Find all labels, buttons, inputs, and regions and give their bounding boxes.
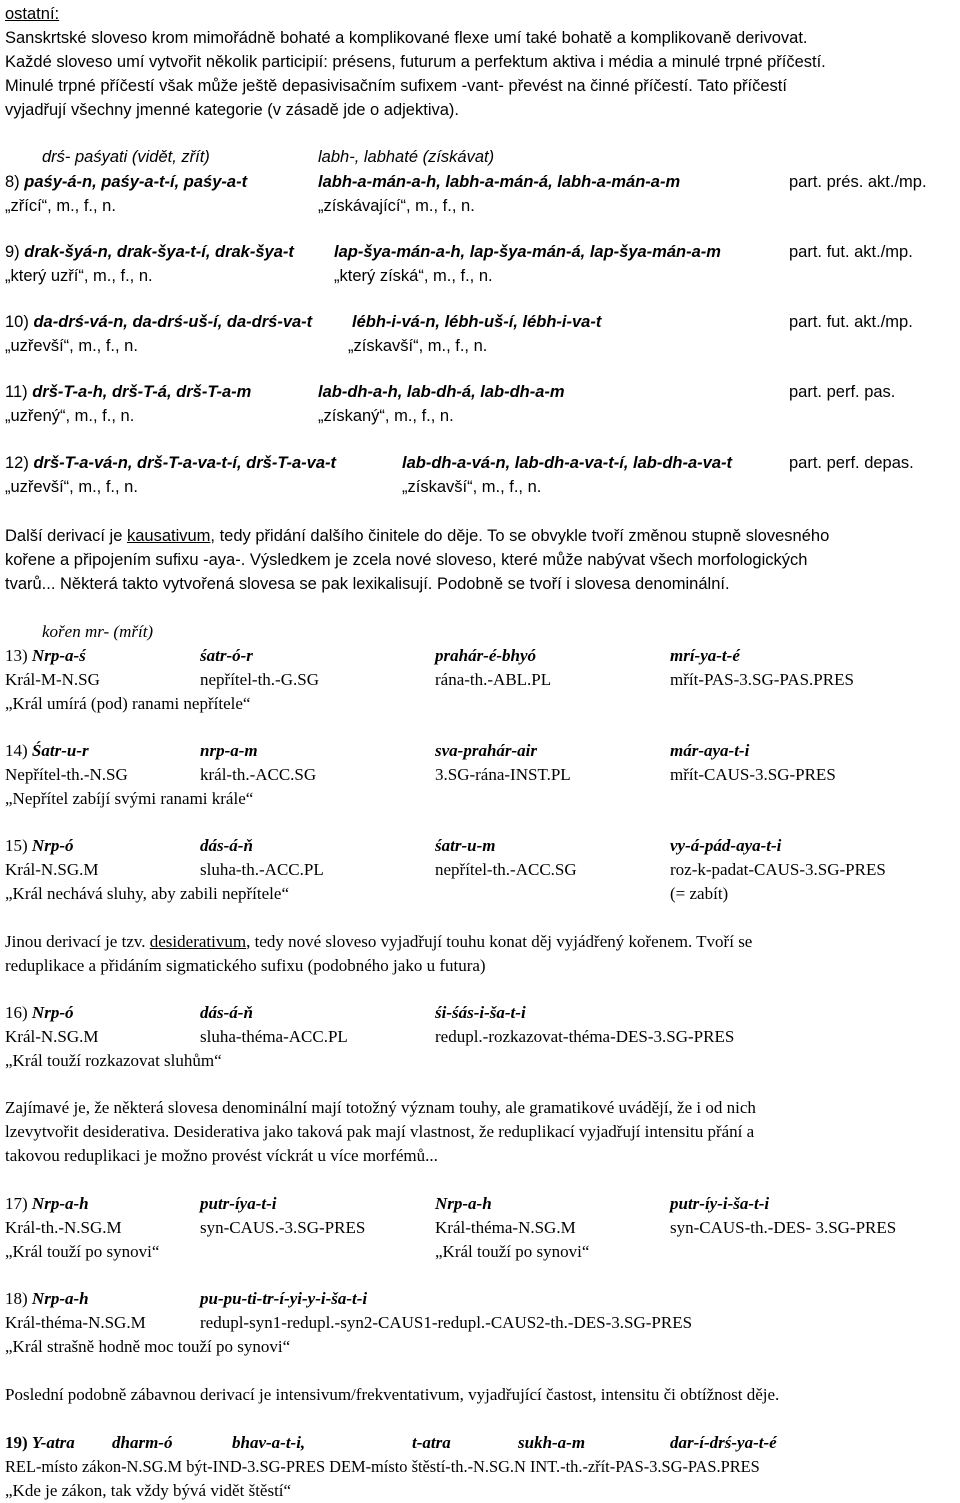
example-17-translation-1: „Král touží po synovi“ (5, 1242, 160, 1261)
term-kausativum: kausativum (126, 527, 211, 545)
example-13-gloss-1: Král-M-N.SG (5, 670, 100, 689)
example-17-word-2: putr-íya-t-i (200, 1194, 277, 1213)
example-13-gloss-3: rána-th.-ABL.PL (435, 670, 552, 689)
example-17-gloss-4: syn-CAUS-th.-DES- 3.SG-PRES (670, 1218, 897, 1237)
root-label-labh: labh-, labhaté (získávat) (318, 148, 495, 166)
participle-number: 10) da-drś-vá-n, da-drś-uš-í, da-drś-va-t (5, 313, 313, 331)
example-13-word-2: śatr-ó-r (200, 646, 253, 665)
example-15-note: (= zabít) (670, 884, 729, 903)
participle-form-2: lébh-i-vá-n, lébh-uš-í, lébh-i-va-t (352, 313, 602, 331)
participle-form-1: drš-T-a-vá-n, drš-T-a-va-t-í, drš-T-a-va-t (33, 454, 336, 472)
example-14-translation: „Nepřítel zabíjí svými ranami krále“ (5, 789, 254, 808)
example-18-gloss-2: redupl-syn1-redupl.-syn2-CAUS1-redupl.-CAUS2-th.-DES-3.SG-PRES (200, 1313, 693, 1332)
participle-gloss-2: „získaný“, m., f., n. (318, 407, 454, 425)
intro-line-2: Každé sloveso umí vytvořit několik participií: présens, futurum a perfektum aktiva i média a minulé trpné příčestí. (5, 53, 826, 71)
root-label-mr: kořen mr- (mřít) (42, 622, 154, 641)
example-15-gloss-3: nepřítel-th.-ACC.SG (435, 860, 577, 879)
desiderativum-line-2: reduplikace a přidáním sigmatického sufixu (podobného jako u futura) (5, 956, 486, 975)
kausativum-line-2: kořene a připojením sufixu -aya-. Výsledkem je zcela nové sloveso, které může nabývat všech morfologických (5, 551, 808, 569)
participle-form-2: lap-šya-mán-a-h, lap-šya-mán-á, lap-šya-mán-a-m (334, 243, 721, 261)
participle-form-2: labh-a-mán-a-h, labh-a-mán-á, labh-a-mán-a-m (318, 173, 681, 191)
root-label-drs: drś- paśyati (vidět, zřít) (42, 148, 210, 166)
participle-form-1: paśy-á-n, paśy-a-t-í, paśy-a-t (24, 173, 248, 191)
example-15-word-3: śatr-u-m (435, 836, 496, 855)
participle-gloss-2: „získavší“, m., f., n. (348, 337, 488, 355)
example-18-word-1: 18) Nrp-a-h (5, 1289, 89, 1308)
participle-form-2: lab-dh-a-vá-n, lab-dh-a-va-t-í, lab-dh-a-va-t (402, 454, 732, 472)
example-13-word-4: mrí-ya-t-é (670, 646, 740, 665)
participle-number: 8) paśy-á-n, paśy-a-t-í, paśy-a-t (5, 173, 248, 191)
participle-tag: part. perf. depas. (789, 454, 914, 472)
participle-tag: part. prés. akt./mp. (789, 173, 927, 191)
example-18-gloss-1: Král-théma-N.SG.M (5, 1313, 146, 1332)
participle-gloss-1: „uzřevší“, m., f., n. (5, 337, 138, 355)
example-15-gloss-2: sluha-th.-ACC.PL (200, 860, 324, 879)
example-14-word-1: 14) Śatr-u-r (5, 741, 89, 760)
example-19-word-5: sukh-a-m (518, 1433, 586, 1452)
example-18-translation: „Král strašně hodně moc touží po synovi“ (5, 1337, 291, 1356)
example-15-word-2: dás-á-ň (200, 836, 253, 855)
intensivum-paragraph: Poslední podobně zábavnou derivací je intensivum/frekventativum, vyjadřující častost, intensitu či obtížnost děje. (5, 1385, 780, 1404)
example-19-word-1: 19) Y-atra (5, 1433, 75, 1452)
example-17-gloss-3: Král-théma-N.SG.M (435, 1218, 576, 1237)
example-16-gloss-1: Král-N.SG.M (5, 1027, 99, 1046)
participle-tag: part. fut. akt./mp. (789, 243, 913, 261)
example-17-word-4: putr-íy-i-ša-t-i (670, 1194, 770, 1213)
participle-gloss-1: „uzřený“, m., f., n. (5, 407, 135, 425)
example-13-translation: „Král umírá (pod) ranami nepřítele“ (5, 694, 251, 713)
example-16-translation: „Král touží rozkazovat sluhům“ (5, 1051, 222, 1070)
example-15-word-1: 15) Nrp-ó (5, 836, 74, 855)
participle-form-1: drak-šyá-n, drak-šya-t-í, drak-šya-t (24, 243, 294, 261)
example-16-gloss-2: sluha-théma-ACC.PL (200, 1027, 348, 1046)
example-14-gloss-4: mřít-CAUS-3.SG-PRES (670, 765, 836, 784)
example-14-word-2: nrp-a-m (200, 741, 258, 760)
example-15-gloss-1: Král-N.SG.M (5, 860, 99, 879)
example-17-word-1: 17) Nrp-a-h (5, 1194, 89, 1213)
example-19-translation: „Kde je zákon, tak vždy bývá vidět štěstí“ (5, 1481, 292, 1500)
example-16-word-1: 16) Nrp-ó (5, 1003, 74, 1022)
example-17-translation-2: „Král touží po synovi“ (435, 1242, 590, 1261)
example-17-gloss-1: Král-th.-N.SG.M (5, 1218, 122, 1237)
example-15-gloss-4: roz-k-padat-CAUS-3.SG-PRES (670, 860, 886, 879)
example-19-word-3: bhav-a-t-i, (232, 1433, 306, 1452)
participle-tag: part. perf. pas. (789, 383, 896, 401)
participle-gloss-1: „který uzří“, m., f., n. (5, 267, 153, 285)
example-19-glosses: REL-místo zákon-N.SG.M být-IND-3.SG-PRES DEM-místo štěstí-th.-N.SG.N INT.-th.-zřít-PAS-3.SG-PAS.PRES (5, 1457, 760, 1476)
participle-number: 12) drš-T-a-vá-n, drš-T-a-va-t-í, drš-T-a-va-t (5, 454, 336, 472)
example-13-word-3: prahár-é-bhyó (435, 646, 537, 665)
example-14-word-4: már-aya-t-i (670, 741, 750, 760)
example-14-gloss-3: 3.SG-rána-INST.PL (435, 765, 571, 784)
intro-line-1: Sanskrtské sloveso krom mimořádně bohaté a komplikované flexe umí také bohatě a komplikovaně derivovat. (5, 29, 808, 47)
example-13-word-1: 13) Nrp-a-ś (5, 646, 86, 665)
example-16-word-3: śi-śás-i-ša-t-i (435, 1003, 526, 1022)
term-desiderativum: desiderativum (149, 932, 247, 951)
participle-tag: part. fut. akt./mp. (789, 313, 913, 331)
example-19-word-4: t-atra (412, 1433, 451, 1452)
participle-gloss-2: „který získá“, m., f., n. (334, 267, 493, 285)
denominal-line-3: takovou reduplikaci je možno provést víckrát u více morfémů... (5, 1146, 438, 1165)
participle-form-1: drš-T-a-h, drš-T-á, drš-T-a-m (32, 383, 252, 401)
participle-number: 11) drš-T-a-h, drš-T-á, drš-T-a-m (5, 383, 252, 401)
example-14-word-3: sva-prahár-air (435, 741, 538, 760)
example-14-gloss-1: Nepřítel-th.-N.SG (5, 765, 128, 784)
example-14-gloss-2: král-th.-ACC.SG (200, 765, 317, 784)
example-16-gloss-3: redupl.-rozkazovat-théma-DES-3.SG-PRES (435, 1027, 735, 1046)
denominal-line-2: lzevytvořit desiderativa. Desiderativa jako taková pak mají vlastnost, že reduplikací vyjadřují intensitu přání a (5, 1122, 755, 1141)
participle-gloss-2: „získávající“, m., f., n. (318, 197, 475, 215)
kausativum-line-1: Další derivací je kausativum, tedy přidání dalšího činitele do děje. To se obvykle tvoří změnou stupně slovesného (5, 527, 830, 545)
example-19-word-2: dharm-ó (112, 1433, 173, 1452)
participle-number: 9) drak-šyá-n, drak-šya-t-í, drak-šya-t (5, 243, 294, 261)
intro-line-3: Minulé trpné příčestí však může ještě depasivisačním sufixem -vant- převést na činné příčestí. Tato příčestí (5, 77, 787, 95)
example-17-word-3: Nrp-a-h (435, 1194, 492, 1213)
example-15-translation: „Král nechává sluhy, aby zabili nepřítele“ (5, 884, 289, 903)
example-13-gloss-4: mřít-PAS-3.SG-PAS.PRES (670, 670, 854, 689)
example-19-word-6: dar-í-drś-ya-t-é (670, 1433, 777, 1452)
kausativum-line-3: tvarů... Některá takto vytvořená slovesa se pak lexikalisují. Podobně se tvoří i slovesa denominální. (5, 575, 730, 593)
intro-line-4: vyjadřují všechny jmenné kategorie (v zásadě jde o adjektiva). (5, 101, 459, 119)
example-18-word-2: pu-pu-ti-tr-í-yi-y-i-ša-t-i (200, 1289, 368, 1308)
participle-gloss-2: „získavší“, m., f., n. (402, 478, 542, 496)
denominal-line-1: Zajímavé je, že některá slovesa denominální mají totožný význam touhy, ale gramatikové uvádějí, že i od nich (5, 1098, 756, 1117)
section-heading: ostatní: (5, 5, 60, 23)
participle-gloss-1: „zřící“, m., f., n. (5, 197, 116, 215)
participle-form-2: lab-dh-a-h, lab-dh-á, lab-dh-a-m (318, 383, 565, 401)
participle-gloss-1: „uzřevší“, m., f., n. (5, 478, 138, 496)
example-13-gloss-2: nepřítel-th.-G.SG (200, 670, 319, 689)
example-16-word-2: dás-á-ň (200, 1003, 253, 1022)
example-15-word-4: vy-á-pád-aya-t-i (670, 836, 782, 855)
desiderativum-line-1: Jinou derivací je tzv. desiderativum, tedy nové sloveso vyjadřují touhu konat děj vyjádřený kořenem. Tvoří se (5, 932, 753, 951)
participle-form-1: da-drś-vá-n, da-drś-uš-í, da-drś-va-t (33, 313, 313, 331)
example-17-gloss-2: syn-CAUS.-3.SG-PRES (200, 1218, 366, 1237)
